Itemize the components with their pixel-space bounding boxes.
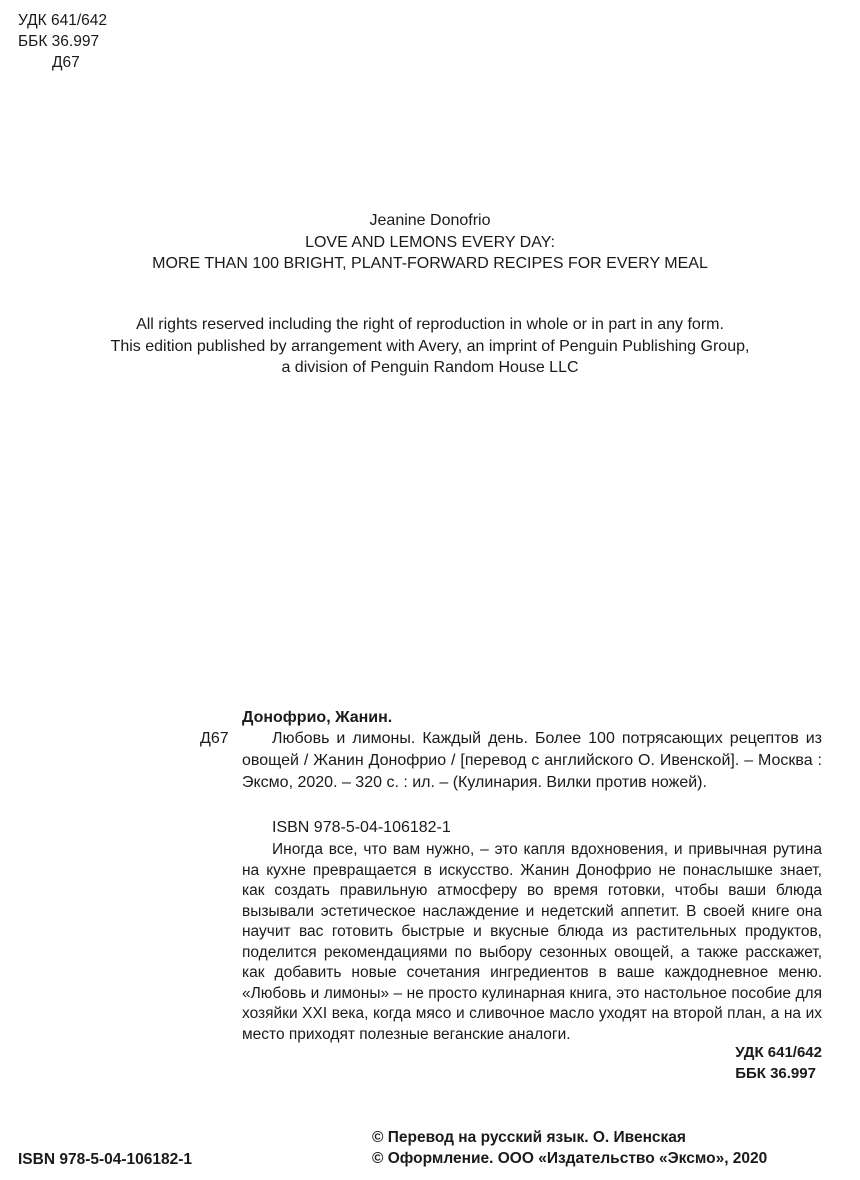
copyright-design: © Оформление. ООО «Издательство «Эксмо», 2020	[372, 1150, 768, 1167]
catalog-cutter-code: Д67	[200, 730, 229, 747]
bbk-code-bottom: ББК 36.997	[735, 1065, 816, 1082]
rights-line-2: This edition published by arrangement with Avery, an imprint of Penguin Publishing Group,	[110, 337, 750, 355]
book-annotation: Иногда все, что вам нужно, – это капля вдохновения, и привычная рутина на кухне превращается в искусство. Жанин Донофрио не понаслышке знает, как создать правильную атмосферу во время готовки, чтобы ваши блюда вызывали эстетическое наслаждение и недетский аппетит. В своей книге она научит вас готовить быстрые и вкусные блюда из растительных продуктов, поделится рекомендациями по выбору сезонных овощей, а также расскажет, как добавить новые сочетания ингредиентов в ваше каждодневное меню. «Любовь и лимоны» – не просто кулинарная книга, это настольное пособие для хозяйки XXI века, когда мясо и сливочное масло уходят на второй план, а на их место приходят полезные веганские аналоги.	[242, 841, 822, 1043]
cutter-code: Д67	[52, 54, 80, 71]
classification-codes-top	[18, 10, 107, 73]
original-edition-block	[0, 210, 860, 275]
udk-code-bottom: УДК 641/642	[735, 1044, 822, 1061]
bibliographic-text: Любовь и лимоны. Каждый день. Более 100 потрясающих рецептов из овощей / Жанин Донофрио / [перевод с английского О. Ивенской]. – Москва : Эксмо, 2020. – 320 с. : ил. – (Кулинария. Вилки против ножей).	[242, 730, 822, 791]
bibliographic-description	[242, 728, 822, 794]
bbk-code: ББК 36.997	[18, 33, 100, 50]
original-author: Jeanine Donofrio	[369, 212, 491, 229]
catalog-isbn: ISBN 978-5-04-106182-1	[272, 819, 451, 836]
classification-codes-bottom	[735, 1042, 822, 1084]
copyright-block	[372, 1127, 767, 1169]
udk-code: УДК 641/642	[18, 12, 108, 29]
original-title-line-1: LOVE AND LEMONS EVERY DAY:	[305, 233, 555, 251]
rights-notice	[0, 314, 860, 379]
rights-line-3: a division of Penguin Random House LLC	[281, 359, 579, 376]
isbn-bottom: ISBN 978-5-04-106182-1	[18, 1151, 193, 1168]
copyright-translation: © Перевод на русский язык. О. Ивенская	[372, 1129, 686, 1146]
rights-line-1: All rights reserved including the right of reproduction in whole or in part in any form.	[136, 316, 724, 333]
original-title-line-2: MORE THAN 100 BRIGHT, PLANT-FORWARD RECIPES FOR EVERY MEAL	[152, 255, 708, 272]
catalog-author-heading: Донофрио, Жанин.	[242, 709, 393, 726]
